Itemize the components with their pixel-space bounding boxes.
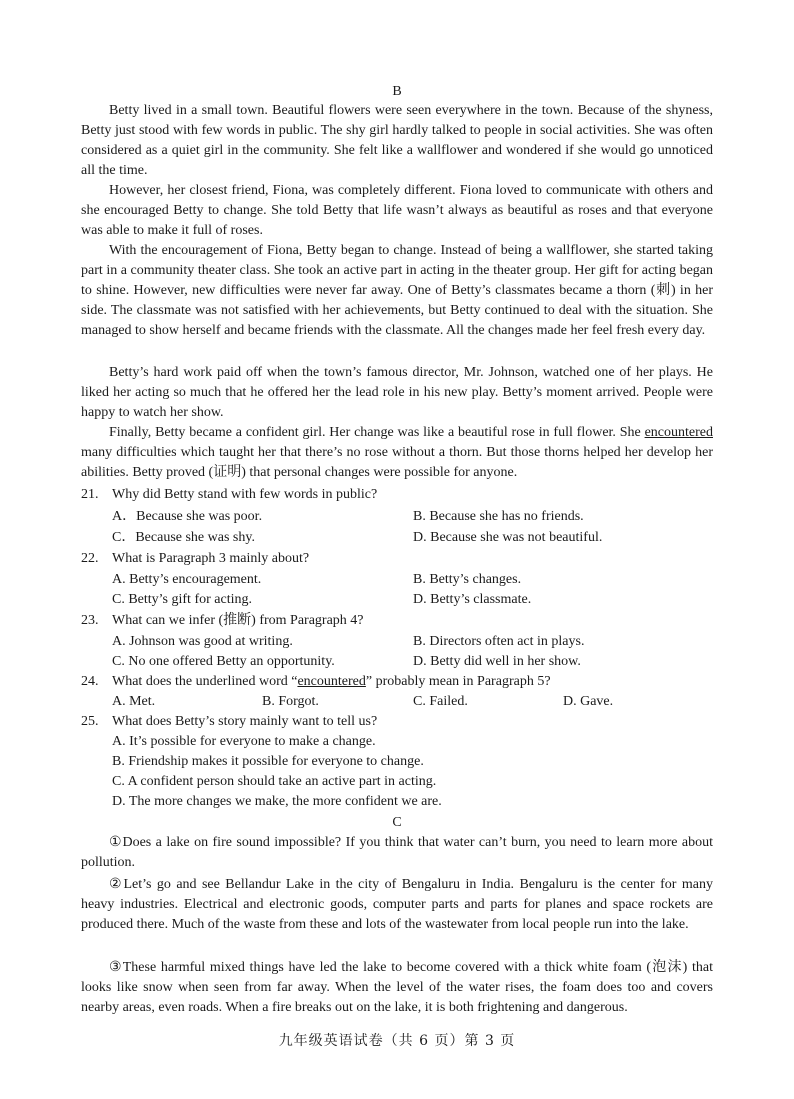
question-22 bbox=[81, 549, 721, 569]
passage-c-paragraph-3: ③These harmful mixed things have led the lake to become covered with a thick white foam (泡沫) that looks like snow when seen from far away. When the level of the water rises, the foam does too and covers nearby areas, even roads. When a fire breaks out on the lake, it is both frightening and dangerous. bbox=[81, 960, 713, 1015]
question-text: What does Betty’s story mainly want to tell us? bbox=[112, 714, 378, 729]
passage-b-paragraph-4: Betty’s hard work paid off when the town’s famous director, Mr. Johnson, watched one of her plays. He liked her acting so much that he offered her the lead role in his new play. Betty’s moment arrived. People were happy to watch her show. bbox=[81, 365, 713, 420]
passage-b-paragraph-1: Betty lived in a small town. Beautiful flowers were seen everywhere in the town. Because of the shyness, Betty just stood with few words in public. The shy girl hardly talked to people in social activities. She was often considered as a quiet girl in the community. She felt like a wallflower and wondered if she would go unnoticed all the time. bbox=[81, 103, 713, 178]
section-b-label: B bbox=[392, 84, 402, 99]
page-footer: 九年级英语试卷（共 6 页）第 3 页 bbox=[278, 1033, 516, 1049]
q21-option-a: A．Because she was poor. bbox=[112, 509, 263, 524]
paragraph-5-rest: many difficulties which taught her that there’s no rose without a thorn. But those thorns helped her develop her abilities. Betty proved (证明) that personal changes were possible for anyone. bbox=[81, 445, 713, 480]
q23-option-c: C. No one offered Betty an opportunity. bbox=[112, 654, 335, 669]
question-number: 25. bbox=[81, 714, 99, 729]
q23-option-a: A. Johnson was good at writing. bbox=[112, 634, 293, 649]
underlined-word-encountered: encountered bbox=[644, 425, 713, 440]
question-23 bbox=[81, 611, 721, 631]
question-text: What can we infer (推断) from Paragraph 4? bbox=[112, 613, 364, 628]
passage-b-paragraph-3: With the encouragement of Fiona, Betty began to change. Instead of being a wallflower, she started taking part in a community theater class. She took an active part in acting in the theater group. Her gift for acting began to shine. However, new difficulties were never far away. One of Betty’s classmates became a thorn (刺) in her side. The classmate was not satisfied with her achievements, but Betty continued to deal with the situation. She managed to show herself and became friends with the classmate. All the changes made her feel fresh every day. bbox=[81, 243, 713, 338]
q23-option-d: D. Betty did well in her show. bbox=[413, 654, 581, 669]
passage-b-paragraph-2: However, her closest friend, Fiona, was completely different. Fiona loved to communicate with others and she encouraged Betty to change. She told Betty that life wasn’t always as beautiful as roses and that everyone was able to make it full of roses. bbox=[81, 183, 713, 238]
q21-option-c: C．Because she was shy. bbox=[112, 530, 255, 545]
q22-option-b: B. Betty’s changes. bbox=[413, 572, 522, 587]
q25-option-d: D. The more changes we make, the more confident we are. bbox=[112, 794, 442, 809]
q22-option-c: C. Betty’s gift for acting. bbox=[112, 592, 252, 607]
question-25 bbox=[81, 712, 721, 732]
paragraph-5-start: Finally, Betty became a confident girl. Her change was like a beautiful rose in full flower. She bbox=[109, 425, 645, 440]
section-c-label: C bbox=[392, 815, 402, 830]
question-number: 24. bbox=[81, 674, 99, 689]
q25-option-b: B. Friendship makes it possible for everyone to change. bbox=[112, 754, 424, 769]
question-text: Why did Betty stand with few words in public? bbox=[112, 487, 378, 502]
q24-option-b: B. Forgot. bbox=[262, 694, 319, 709]
q21-option-d: D. Because she was not beautiful. bbox=[413, 530, 603, 545]
question-text-after: ” probably mean in Paragraph 5? bbox=[365, 674, 551, 689]
question-number: 22. bbox=[81, 551, 99, 566]
question-21 bbox=[81, 485, 721, 505]
question-text-before: What does the underlined word “ bbox=[112, 674, 298, 689]
passage-c-paragraph-2: ②Let’s go and see Bellandur Lake in the city of Bengaluru in India. Bengaluru is the center for many heavy industries. Electrical and electronic goods, computer parts and parts for planes and space rockets are produced there. Much of the waste from these and lots of the wastewater from local people run into the lake. bbox=[81, 877, 713, 932]
q21-option-b: B. Because she has no friends. bbox=[413, 509, 584, 524]
q23-option-b: B. Directors often act in plays. bbox=[413, 634, 585, 649]
q25-option-a: A. It’s possible for everyone to make a change. bbox=[112, 734, 376, 749]
question-number: 23. bbox=[81, 613, 99, 628]
question-number: 21. bbox=[81, 487, 99, 502]
q25-option-c: C. A confident person should take an active part in acting. bbox=[112, 774, 437, 789]
q24-option-c: C. Failed. bbox=[413, 694, 468, 709]
q22-option-d: D. Betty’s classmate. bbox=[413, 592, 532, 607]
question-underlined-word: encountered bbox=[297, 674, 366, 689]
passage-c-paragraph-1: ①Does a lake on fire sound impossible? If you think that water can’t burn, you need to learn more about pollution. bbox=[81, 835, 713, 870]
q24-option-a: A. Met. bbox=[112, 694, 156, 709]
q24-option-d: D. Gave. bbox=[563, 694, 614, 709]
passage-b-paragraph-5 bbox=[81, 423, 713, 483]
question-24 bbox=[81, 672, 721, 692]
question-text: What is Paragraph 3 mainly about? bbox=[112, 551, 310, 566]
q22-option-a: A. Betty’s encouragement. bbox=[112, 572, 262, 587]
